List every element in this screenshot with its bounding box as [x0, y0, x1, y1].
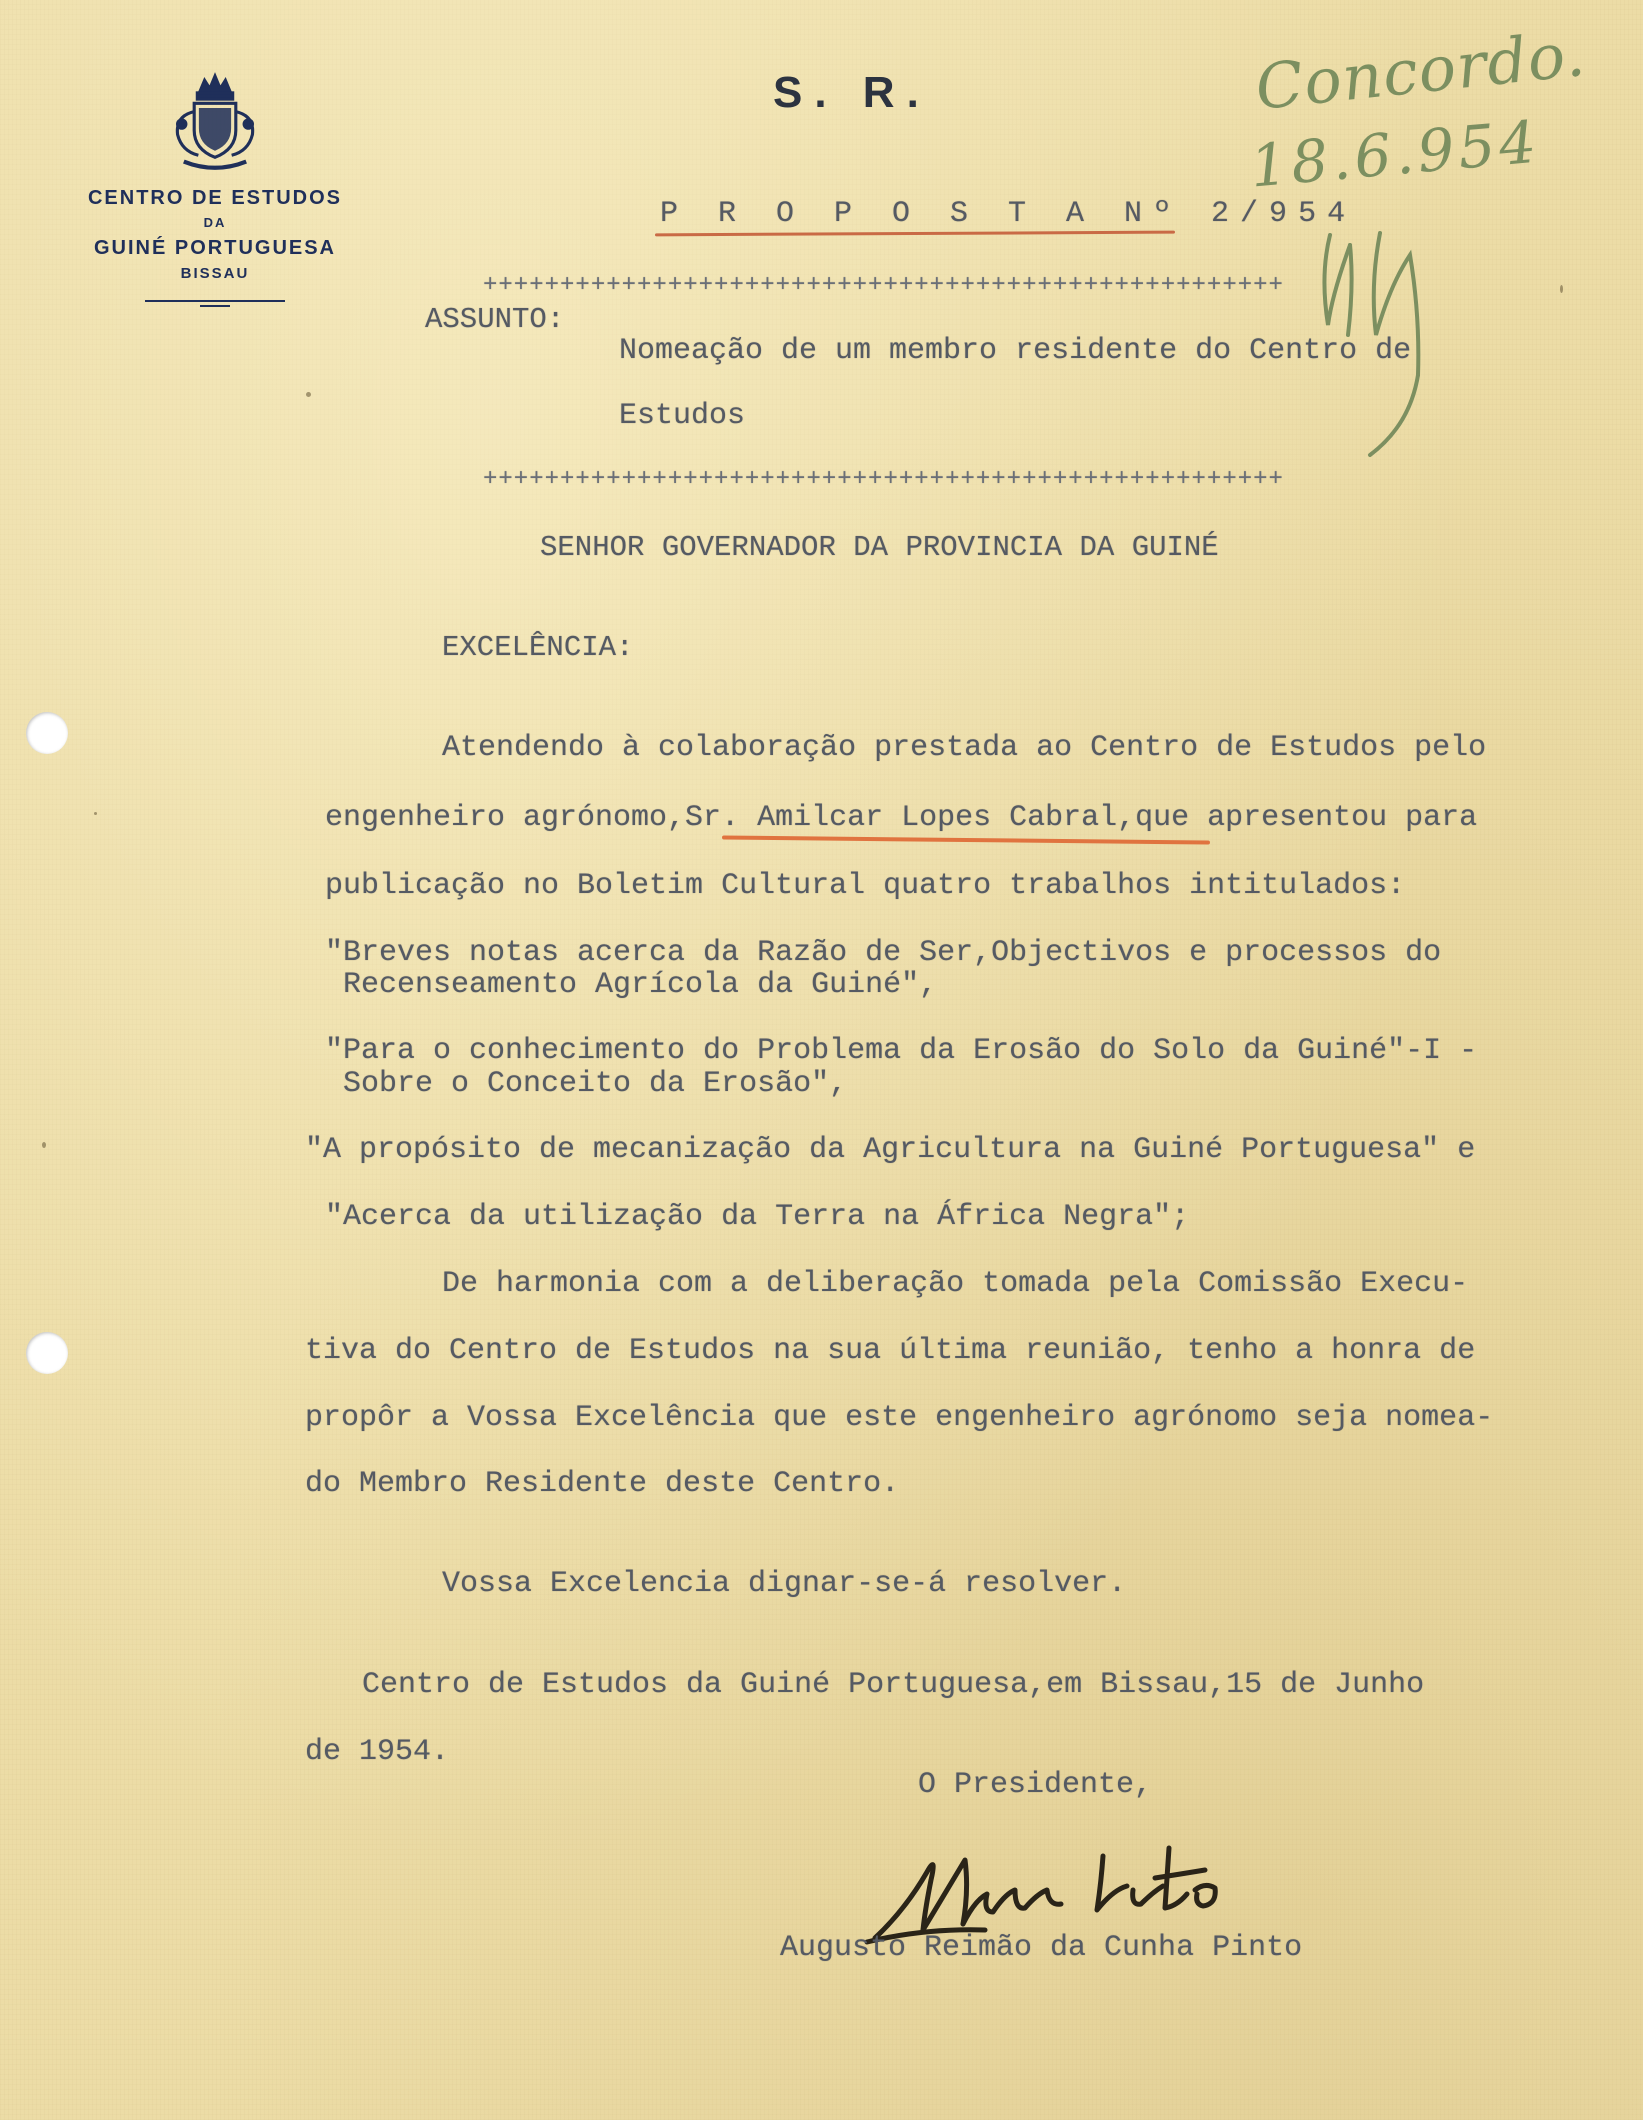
letterhead-line-1: CENTRO DE ESTUDOS [87, 187, 343, 209]
work-title-2-line-2: Sobre o Conceito da Erosão", [343, 1067, 848, 1101]
proposal-number: P R O P O S T A Nº 2/954 [660, 197, 1357, 231]
paper-speck [94, 812, 97, 815]
paper-speck [1560, 285, 1563, 293]
body-paragraph-2-line-1: De harmonia com a deliberação tomada pela Comissão Execu- [442, 1267, 1469, 1301]
work-title-1-line-1: "Breves notas acerca da Razão de Ser,Objectivos e processos do [325, 936, 1442, 970]
place-date-line-2: de 1954. [305, 1735, 450, 1769]
closing-formula: Vossa Excelencia dignar-se-á resolver. [442, 1567, 1127, 1601]
letterhead [40, 70, 390, 307]
handwritten-date: 18.6.954 [1247, 107, 1543, 201]
work-title-1-line-2: Recenseamento Agrícola da Guiné", [343, 968, 938, 1002]
letterhead-line-3: GUINÉ PORTUGUESA [93, 237, 337, 259]
place-date-line-1: Centro de Estudos da Guiné Portuguesa,em Bissau,15 de Junho [362, 1668, 1425, 1702]
work-title-3: "A propósito de mecanização da Agricultura na Guiné Portuguesa" e [305, 1133, 1476, 1167]
body-paragraph-1-line-2: engenheiro agrónomo,Sr. Amilcar Lopes Cabral,que apresentou para [325, 801, 1478, 835]
body-paragraph-2-line-4: do Membro Residente deste Centro. [305, 1467, 900, 1501]
separator-top: ++++++++++++++++++++++++++++++++++++++++++++++++++++ [483, 272, 1284, 299]
body-paragraph-2-line-3: propôr a Vossa Excelência que este engenheiro agrónomo seja nomea- [305, 1401, 1494, 1435]
body-paragraph-1-line-3: publicação no Boletim Cultural quatro trabalhos intitulados: [325, 869, 1406, 903]
paper-speck [42, 1142, 46, 1148]
punch-hole-bottom [26, 1332, 68, 1374]
paper-speck [306, 392, 311, 397]
letterhead-line-4: BISSAU [180, 265, 250, 282]
subject-label: ASSUNTO: [425, 303, 565, 336]
work-title-2-line-1: "Para o conhecimento do Problema da Erosão do Solo da Guiné"-I - [325, 1034, 1478, 1068]
name-underline [722, 835, 1210, 844]
signatory-name: Augusto Reimão da Cunha Pinto [780, 1931, 1303, 1965]
coat-of-arms-icon [163, 70, 267, 174]
service-mark: S. R. [773, 68, 931, 117]
work-title-4: "Acerca da utilização da Terra na África Negra"; [325, 1200, 1190, 1234]
letterhead-line-2: DA [203, 215, 227, 230]
handwritten-despacho: Concordo. [1252, 16, 1589, 125]
salutation: EXCELÊNCIA: [442, 631, 634, 664]
letterhead-divider-short [200, 305, 230, 307]
signature-role: O Presidente, [918, 1768, 1153, 1802]
addressee: SENHOR GOVERNADOR DA PROVINCIA DA GUINÉ [540, 531, 1219, 564]
body-paragraph-2-line-2: tiva do Centro de Estudos na sua última reunião, tenho a honra de [305, 1334, 1476, 1368]
punch-hole-top [26, 712, 68, 754]
separator-bottom: ++++++++++++++++++++++++++++++++++++++++++++++++++++ [483, 466, 1284, 493]
body-paragraph-1-line-1: Atendendo à colaboração prestada ao Centro de Estudos pelo [442, 731, 1487, 765]
subject-line-2: Estudos [619, 399, 746, 433]
letterhead-divider [145, 300, 285, 302]
subject-line-1: Nomeação de um membro residente do Centro de [619, 334, 1412, 368]
